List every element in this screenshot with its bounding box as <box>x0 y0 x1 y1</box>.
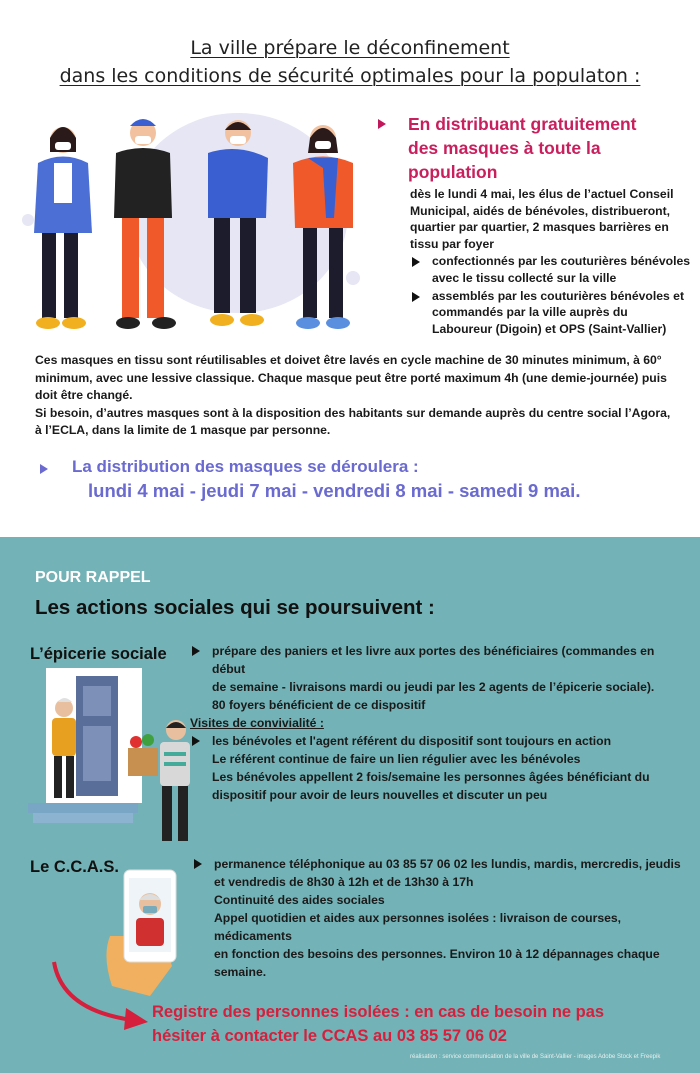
registre-callout: Registre des personnes isolées : en cas de besoin ne pas hésiter à contacter le CCAS au 03 85 57 06 02 <box>152 1003 605 1045</box>
bullet-arrow-icon <box>412 292 420 302</box>
mask-heading-line-2: des masques à toute la <box>408 138 601 158</box>
mask-distribution-heading <box>378 112 688 184</box>
title-line-2: dans les conditions de sécurité optimales pour la populaton : <box>59 65 641 87</box>
pink-arrow-icon <box>378 119 386 129</box>
epicerie-title: L’épicerie sociale <box>30 645 167 663</box>
list-item: confectionnés par les couturières bénévoles avec le tissu collecté sur la ville <box>410 253 695 286</box>
bullet-arrow-icon <box>192 646 200 656</box>
mask-intro-line: quartier par quartier, 2 masques barrières en <box>410 220 669 235</box>
list-item: assemblés par les couturières bénévoles et commandés par la ville auprès du Laboureur (Digoin) et OPS (Saint-Vallier) <box>410 288 695 338</box>
image-credit: réalisation : service communication de la ville de Saint-Vallier - images Adobe Stock et Freepik <box>410 1054 661 1060</box>
distribution-days: lundi 4 mai - jeudi 7 mai - vendredi 8 mai - samedi 9 mai. <box>88 480 581 501</box>
page-title <box>0 34 700 90</box>
mask-heading-line-3: population <box>408 162 498 182</box>
list-item: prépare des paniers et les livre aux portes des bénéficiaires (commandes en début de semaine - livraisons mardi ou jeudi par les 2 agents de l’épicerie sociale). <box>190 642 690 696</box>
mask-heading-line-1: En distribuant gratuitement <box>408 114 637 134</box>
ccas-title: Le C.C.A.S. <box>30 858 119 876</box>
list-item: les bénévoles et l'agent référent du dispositif sont toujours en action <box>190 732 690 750</box>
distribution-intro: La distribution des masques se déroulera : <box>72 457 419 476</box>
people-with-masks-illustration <box>8 108 370 344</box>
bullet-arrow-icon <box>192 736 200 746</box>
mask-intro-line: tissu par foyer <box>410 236 494 251</box>
epicerie-foyers: 80 foyers bénéficient de ce dispositif <box>212 698 426 712</box>
rappel-label: POUR RAPPEL <box>35 569 151 586</box>
visites-label: Visites de convivialité : <box>190 716 324 730</box>
red-curved-arrow-icon <box>48 958 152 1034</box>
bullet-arrow-icon <box>194 859 202 869</box>
title-line-1: La ville prépare le déconfinement <box>190 37 510 59</box>
list-item: permanence téléphonique au 03 85 57 06 02 les lundis, mardis, mercredis, jeudis et vendredis de 8h30 à 12h et de 13h30 à 17h <box>192 855 692 891</box>
distribution-dates <box>40 456 680 504</box>
bullet-arrow-icon <box>412 257 420 267</box>
mask-intro-line: dès le lundi 4 mai, les élus de l’actuel Conseil <box>410 187 674 201</box>
mask-washing-info: Ces masques en tissu sont réutilisables et doivet être lavés en cycle machine de 30 minutes minimum, à 60° minimum, avec une lessive classique. Chaque masque peut être porté maximum 4h (une demie-journée) puis doit être changé. Si besoin, d’autres masques sont à la disposition des habitants sur demande auprès du centre social l’Agora, à l’ECLA, dans la limite de 1 masque par personne. <box>35 353 671 437</box>
mask-intro-line: Municipal, aidés de bénévoles, distribueront, <box>410 203 671 218</box>
violet-arrow-icon <box>40 464 48 474</box>
section-title: Les actions sociales qui se poursuivent : <box>35 596 435 619</box>
mask-distribution-details <box>410 186 695 337</box>
ccas-details: permanence téléphonique au 03 85 57 06 02 les lundis, mardis, mercredis, jeudis et vendredis de 8h30 à 12h et de 13h30 à 17h Continuité des aides sociales Appel quotidien et aides aux personnes isolées : livraison de courses, médicaments en fonction des besoins des personnes. Environ 10 à 12 dépannages chaque semaine. <box>192 855 692 981</box>
epicerie-details: prépare des paniers et les livre aux portes des bénéficiaires (commandes en début de semaine - livraisons mardi ou jeudi par les 2 agents de l’épicerie sociale). 80 foyers bénéficient de ce dispositif Visites de convivialité : les bénévoles et l'agent référent du dispositif sont toujours en action Le référent continue de faire un lien régulier avec les bénévoles Les bénévoles appellent 2 fois/semaine les personnes âgées bénéficiant du dispositif pour avoir de leurs nouvelles et discuter un peu <box>190 642 690 804</box>
door-delivery-illustration <box>28 668 198 846</box>
